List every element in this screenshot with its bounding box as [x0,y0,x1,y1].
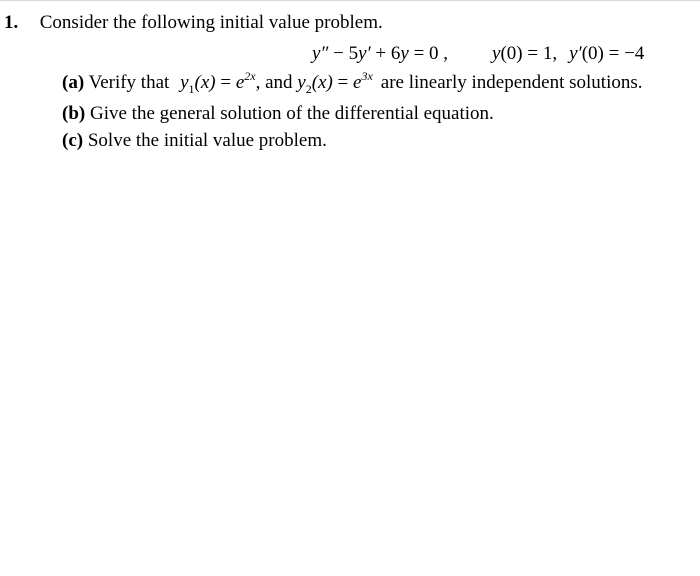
part-a-mid: , and [255,72,293,93]
part-a-text-after: are linearly independent solutions. [380,72,643,93]
y2-subscript: 2 [305,81,312,96]
y2-equals: = [332,72,354,93]
y1-equals: = [215,72,236,93]
part-c-label: (c) [62,130,84,151]
ode-function: y [400,43,409,64]
problem-intro: Consider the following initial value problem. [39,12,383,33]
ode-first-derivative: y′ [358,43,371,64]
top-divider [0,0,700,1]
part-b-text: Give the general solution of the differential equation. [89,103,494,124]
part-b-label: (b) [62,103,86,124]
part-a-label: (a) [62,72,85,93]
initial-condition-2-function: y′ [569,43,582,64]
ivp-equation [312,43,644,65]
y1-argument: (x) [194,72,216,93]
y2-name: y [297,72,306,93]
problem-header [4,12,383,34]
part-a-text-before: Verify that [88,72,170,93]
problem-number: 1. [4,12,19,33]
initial-condition-1-function: y [492,43,501,64]
y2-argument: (x) [311,72,333,93]
part-a [62,68,643,96]
ode-term-b: + 6 [370,43,401,64]
part-c [62,130,327,152]
part-b [62,103,494,125]
y1-name: y [180,72,189,93]
y1-base: e [235,72,245,93]
y1-exponent: 2x [244,68,256,83]
ode-term-a: − 5 [328,43,359,64]
y2-exponent: 3x [361,68,373,83]
part-c-text: Solve the initial value problem. [87,130,327,151]
initial-condition-2: (0) = −4 [581,43,645,64]
ode-second-derivative: y″ [312,43,329,64]
initial-condition-1: (0) = 1, [500,43,558,64]
ode-term-c: = 0 , [408,43,449,64]
y1-subscript: 1 [188,81,195,96]
y2-base: e [353,72,362,93]
